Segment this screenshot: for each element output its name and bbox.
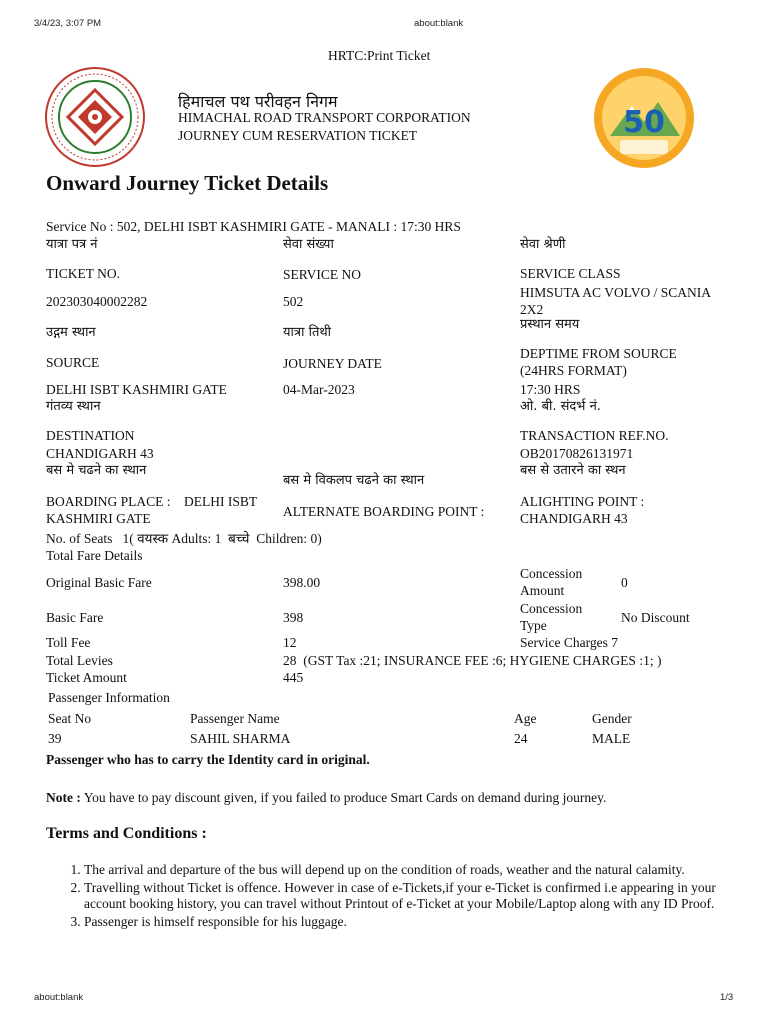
concession-amount-value: 0 (621, 575, 628, 590)
alighting-point: ALIGHTING POINT : CHANDIGARH 43 (520, 494, 645, 526)
boarding-hindi: बस मे चढने का स्थान (46, 463, 147, 478)
alt-boarding-hindi: बस मे विकलप चढने का स्थान (283, 473, 425, 488)
dep-time-label: DEPTIME FROM SOURCE (24HRS FORMAT) (520, 346, 677, 378)
header-age: Age (514, 711, 537, 726)
service-class-hindi: सेवा श्रेणी (520, 237, 566, 252)
basic-fare-value: 398 (283, 610, 304, 625)
note-text: You have to pay discount given, if you failed to produce Smart Cards on demand during journey. (83, 790, 607, 805)
passenger-name: SAHIL SHARMA (190, 731, 291, 746)
basic-fare-label: Basic Fare (46, 610, 104, 625)
original-basic-fare-value: 398.00 (283, 575, 321, 590)
journey-date-value: 04-Mar-2023 (283, 382, 355, 397)
50-years-badge-icon (592, 66, 696, 170)
print-page-number: 1/3 (720, 992, 734, 1003)
destination-value: CHANDIGARH 43 (46, 446, 154, 461)
note-label: Note : (46, 790, 81, 805)
service-class-value: HIMSUTA AC VOLVO / SCANIA 2X2 (520, 285, 711, 317)
boarding-place: BOARDING PLACE : DELHI ISBT KASHMIRI GATE (46, 494, 261, 526)
source-hindi: उद्गम स्थान (46, 325, 96, 340)
header-gender: Gender (592, 711, 632, 726)
list-item: 1. The arrival and departure of the bus will depend up on the condition of roads, weather and the natural calamity. (84, 862, 734, 879)
service-line: Service No : 502, DELHI ISBT KASHMIRI GATE - MANALI : 17:30 HRS (46, 219, 461, 234)
header-passenger-name: Passenger Name (190, 711, 280, 726)
original-basic-fare-label: Original Basic Fare (46, 575, 152, 590)
service-class-label: SERVICE CLASS (520, 266, 621, 281)
discount-note (46, 789, 606, 806)
service-no-label: SERVICE NO (283, 267, 362, 282)
header-seat-no: Seat No (48, 711, 92, 726)
dep-time-value: 17:30 HRS (520, 382, 581, 397)
passenger-gender: MALE (592, 731, 631, 746)
alighting-hindi: बस से उतारने का स्थन (520, 463, 626, 478)
total-levies-value: 28 (GST Tax :21; INSURANCE FEE :6; HYGIENE CHARGES :1; ) (283, 653, 662, 668)
destination-hindi: गंतव्य स्थान (46, 399, 101, 414)
total-levies-label: Total Levies (46, 653, 113, 668)
page-title: Onward Journey Ticket Details (46, 171, 329, 195)
service-no-value: 502 (283, 294, 304, 309)
passenger-age: 24 (514, 731, 528, 746)
source-label: SOURCE (46, 355, 100, 370)
fare-title: Total Fare Details (46, 548, 143, 563)
org-name-english: HIMACHAL ROAD TRANSPORT CORPORATION (178, 110, 471, 125)
concession-amount-label: Concession Amount (520, 566, 583, 598)
txn-ref-label: TRANSACTION REF.NO. (520, 428, 669, 443)
alt-boarding-point: ALTERNATE BOARDING POINT : (283, 504, 485, 519)
list-item: 3. Passenger is himself responsible for his luggage. (84, 914, 734, 931)
doc-title: HRTC:Print Ticket (328, 48, 431, 63)
passenger-info-title: Passenger Information (48, 690, 170, 705)
concession-type-value: No Discount (621, 610, 690, 625)
destination-label: DESTINATION (46, 428, 135, 443)
print-datetime: 3/4/23, 3:07 PM (34, 18, 102, 29)
ticket-no-value: 202303040002282 (46, 294, 148, 309)
journey-date-hindi: यात्रा तिथी (283, 325, 332, 340)
ticket-no-label: TICKET NO. (46, 266, 120, 281)
source-value: DELHI ISBT KASHMIRI GATE (46, 382, 227, 397)
ticket-no-hindi: यात्रा पत्र नं (46, 237, 98, 252)
terms-title: Terms and Conditions : (46, 825, 207, 842)
passenger-seat: 39 (48, 731, 62, 746)
svg-text:50: 50 (623, 105, 665, 140)
print-url-bottom: about:blank (34, 992, 84, 1003)
seats-count: No. of Seats 1( वयस्क Adults: 1 बच्चे Children: 0) (46, 531, 322, 546)
dep-time-hindi: प्रस्थान समय (520, 317, 580, 332)
ticket-amount-value: 445 (283, 670, 304, 685)
txn-ref-value: OB20170826131971 (520, 446, 634, 461)
terms-list (62, 862, 734, 931)
ticket-subtitle: JOURNEY CUM RESERVATION TICKET (178, 128, 418, 143)
org-name-hindi: हिमाचल पथ परीवहन निगम (178, 92, 338, 111)
list-item: 2. Travelling without Ticket is offence. However in case of e-Tickets,if your e-Ticket is confirmed i.e appearing in your account booking history, you can travel without Printout of e-Ticket at your Mobile/Laptop along with any ID Proof. (84, 880, 734, 913)
print-url-top: about:blank (414, 18, 464, 29)
journey-date-label: JOURNEY DATE (283, 356, 382, 371)
concession-type-label: Concession Type (520, 601, 583, 633)
toll-fee-label: Toll Fee (46, 635, 91, 650)
service-charges: Service Charges 7 (520, 635, 618, 650)
ticket-amount-label: Ticket Amount (46, 670, 127, 685)
hrtc-emblem-icon (44, 66, 146, 168)
txn-ref-hindi: ओ. बी. संदर्भ नं. (520, 399, 601, 414)
toll-fee-value: 12 (283, 635, 297, 650)
id-card-note: Passenger who has to carry the Identity card in original. (46, 752, 370, 767)
service-no-hindi: सेवा संख्या (283, 237, 334, 252)
